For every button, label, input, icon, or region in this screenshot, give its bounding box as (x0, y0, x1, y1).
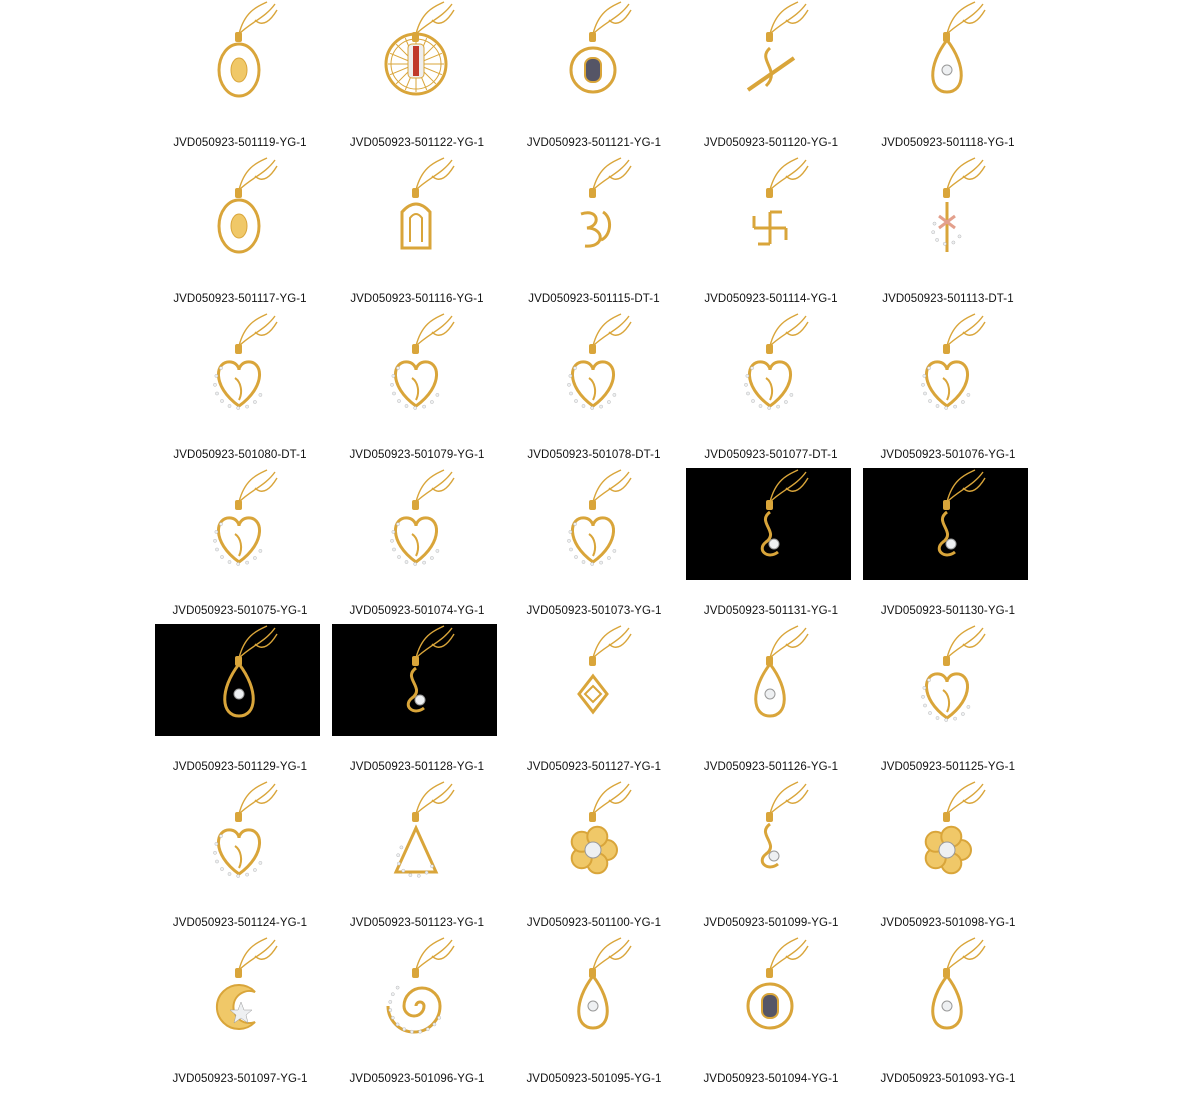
product-code: JVD050923-501117-YG-1 (173, 293, 307, 305)
pendant-image[interactable] (686, 0, 851, 112)
pendant-image[interactable] (509, 936, 674, 1048)
product-code: JVD050923-501100-YG-1 (526, 917, 662, 929)
pendant-image[interactable] (686, 624, 851, 736)
pendant-image[interactable] (332, 0, 497, 112)
pendant-image[interactable] (155, 156, 320, 268)
product-card[interactable] (155, 0, 332, 156)
product-code: JVD050923-501129-YG-1 (172, 761, 308, 773)
product-code: JVD050923-501125-YG-1 (880, 761, 1016, 773)
product-card[interactable] (332, 468, 509, 624)
product-code: JVD050923-501120-YG-1 (703, 137, 839, 149)
pendant-image[interactable] (863, 0, 1028, 112)
product-code: JVD050923-501119-YG-1 (173, 137, 307, 149)
product-card[interactable] (863, 468, 1040, 624)
pendant-image[interactable] (332, 624, 497, 736)
product-code: JVD050923-501114-YG-1 (704, 293, 838, 305)
product-card[interactable] (863, 780, 1040, 936)
product-code: JVD050923-501097-YG-1 (172, 1073, 308, 1085)
pendant-image[interactable] (332, 156, 497, 268)
product-code: JVD050923-501098-YG-1 (880, 917, 1016, 929)
product-card[interactable] (863, 0, 1040, 156)
product-card[interactable] (509, 312, 686, 468)
product-code: JVD050923-501093-YG-1 (880, 1073, 1016, 1085)
pendant-image[interactable] (155, 936, 320, 1048)
product-code: JVD050923-501099-YG-1 (703, 917, 839, 929)
product-card[interactable] (155, 624, 332, 780)
product-code: JVD050923-501077-DT-1 (704, 449, 838, 461)
product-code: JVD050923-501076-YG-1 (880, 449, 1016, 461)
product-card[interactable] (155, 156, 332, 312)
pendant-image[interactable] (332, 468, 497, 580)
product-card[interactable] (686, 156, 863, 312)
product-card[interactable] (509, 780, 686, 936)
pendant-image[interactable] (686, 936, 851, 1048)
pendant-image[interactable] (863, 312, 1028, 424)
product-card[interactable] (863, 156, 1040, 312)
product-card[interactable] (686, 780, 863, 936)
pendant-image[interactable] (686, 156, 851, 268)
product-card[interactable] (155, 780, 332, 936)
pendant-image[interactable] (863, 780, 1028, 892)
product-code: JVD050923-501078-DT-1 (527, 449, 661, 461)
product-card[interactable] (509, 468, 686, 624)
product-card[interactable] (332, 312, 509, 468)
pendant-image[interactable] (509, 624, 674, 736)
product-card[interactable] (332, 780, 509, 936)
pendant-image[interactable] (863, 624, 1028, 736)
product-card[interactable] (155, 936, 332, 1092)
product-card[interactable] (332, 0, 509, 156)
pendant-image[interactable] (863, 156, 1028, 268)
product-code: JVD050923-501075-YG-1 (172, 605, 308, 617)
pendant-image[interactable] (509, 156, 674, 268)
product-code: JVD050923-501121-YG-1 (526, 137, 662, 149)
product-code: JVD050923-501080-DT-1 (173, 449, 307, 461)
product-card[interactable] (509, 156, 686, 312)
pendant-image[interactable] (155, 780, 320, 892)
product-card[interactable] (155, 468, 332, 624)
product-code: JVD050923-501127-YG-1 (526, 761, 662, 773)
product-code: JVD050923-501094-YG-1 (703, 1073, 839, 1085)
pendant-image[interactable] (509, 0, 674, 112)
product-code: JVD050923-501131-YG-1 (703, 605, 839, 617)
product-card[interactable] (332, 624, 509, 780)
pendant-image[interactable] (332, 312, 497, 424)
product-card[interactable] (686, 0, 863, 156)
product-code: JVD050923-501074-YG-1 (349, 605, 485, 617)
product-code: JVD050923-501124-YG-1 (172, 917, 308, 929)
product-code: JVD050923-501113-DT-1 (882, 293, 1014, 305)
product-code: JVD050923-501095-YG-1 (526, 1073, 662, 1085)
product-code: JVD050923-501073-YG-1 (526, 605, 662, 617)
pendant-image[interactable] (509, 780, 674, 892)
product-card[interactable] (686, 624, 863, 780)
pendant-image[interactable] (686, 468, 851, 580)
pendant-image[interactable] (863, 468, 1028, 580)
product-code: JVD050923-501115-DT-1 (528, 293, 660, 305)
product-card[interactable] (332, 936, 509, 1092)
product-card[interactable] (509, 624, 686, 780)
pendant-image[interactable] (332, 936, 497, 1048)
product-code: JVD050923-501096-YG-1 (349, 1073, 485, 1085)
product-code: JVD050923-501118-YG-1 (881, 137, 1015, 149)
product-code: JVD050923-501123-YG-1 (349, 917, 485, 929)
pendant-image[interactable] (686, 312, 851, 424)
product-code: JVD050923-501122-YG-1 (349, 137, 485, 149)
product-card[interactable] (863, 312, 1040, 468)
pendant-image[interactable] (155, 312, 320, 424)
product-code: JVD050923-501126-YG-1 (703, 761, 839, 773)
product-card[interactable] (863, 936, 1040, 1092)
product-card[interactable] (686, 312, 863, 468)
product-code: JVD050923-501128-YG-1 (349, 761, 485, 773)
product-card[interactable] (686, 936, 863, 1092)
product-code: JVD050923-501130-YG-1 (880, 605, 1016, 617)
product-card[interactable] (686, 468, 863, 624)
product-card[interactable] (509, 0, 686, 156)
pendant-image[interactable] (332, 780, 497, 892)
pendant-image[interactable] (686, 780, 851, 892)
product-code: JVD050923-501116-YG-1 (350, 293, 484, 305)
pendant-image[interactable] (509, 312, 674, 424)
pendant-image[interactable] (509, 468, 674, 580)
pendant-image[interactable] (155, 0, 320, 112)
product-card[interactable] (509, 936, 686, 1092)
product-card[interactable] (332, 156, 509, 312)
product-card[interactable] (863, 624, 1040, 780)
pendant-image[interactable] (155, 624, 320, 736)
product-code: JVD050923-501079-YG-1 (349, 449, 485, 461)
pendant-catalog-grid (155, 0, 1040, 1100)
pendant-image[interactable] (155, 468, 320, 580)
product-card[interactable] (155, 312, 332, 468)
pendant-image[interactable] (863, 936, 1028, 1048)
